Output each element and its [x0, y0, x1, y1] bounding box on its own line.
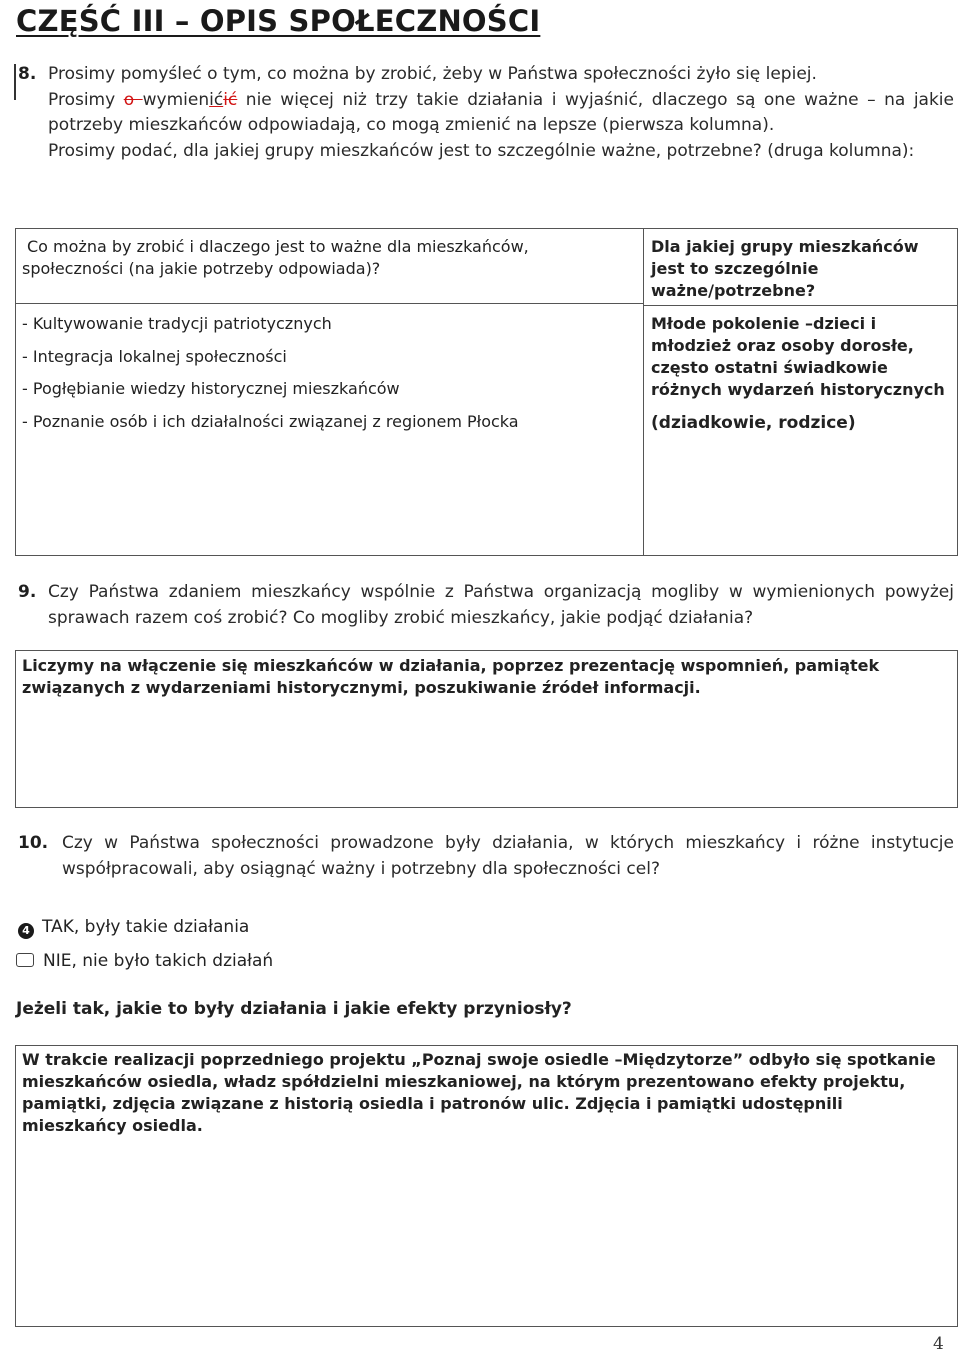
- list-item: - Kultywowanie tradycji patriotycznych: [22, 314, 332, 333]
- table-header-left: [22, 236, 632, 280]
- question-8-text: [48, 62, 954, 164]
- question-8-line2-a: Prosimy: [48, 89, 124, 110]
- question-9-answer: Liczymy na włączenie się mieszkańców w działania, poprzez prezentację wspomnień, pamiątek związanych z wydarzeniami historycznymi, poszukiwanie źródeł informacji.: [22, 656, 880, 697]
- table-row-divider-right: [643, 305, 958, 306]
- list-item: - Integracja lokalnej społeczności: [22, 346, 287, 366]
- strikethrough-ic: ić: [223, 89, 238, 110]
- table-right-group: Młode pokolenie –dzieci i młodzież oraz osoby dorosłe, często ostatni świadkowie różnych wydarzeń historycznych: [651, 314, 945, 399]
- table-column-divider: [643, 228, 644, 556]
- table-right-extra: (dziadkowie, rodzice): [651, 413, 856, 433]
- strikethrough-o: o: [123, 89, 143, 110]
- checkbox-empty-icon: [16, 953, 34, 967]
- question-10-text: Czy w Państwa społeczności prowadzone były działania, w których mieszkańcy i różne instytucje współpracowali, aby osiągnąć ważny i potrzebny dla społeczności cel?: [62, 833, 954, 879]
- question-8-number: 8.: [18, 64, 37, 84]
- option-yes[interactable]: [18, 917, 249, 939]
- option-yes-label: TAK, były takie działania: [42, 917, 250, 937]
- question-8-line1: Prosimy pomyśleć o tym, co można by zrobić, żeby w Państwa społeczności żyło się lepiej.: [48, 64, 817, 84]
- question-8-line3: Prosimy podać, dla jakiej grupy mieszkańców jest to szczególnie ważne, potrzebne? (druga kolumna):: [48, 140, 915, 161]
- question-10-number: 10.: [18, 833, 49, 853]
- revision-bar: [14, 64, 16, 100]
- question-10-followup: Jeżeli tak, jakie to były działania i jakie efekty przyniosły?: [16, 999, 572, 1019]
- table-header-left-text: Co można by zrobić i dlaczego jest to ważne dla mieszkańców, społeczności (na jakie potrzeby odpowiada)?: [22, 237, 529, 278]
- table-row-divider-left: [15, 303, 644, 304]
- table-left-items: [22, 313, 637, 443]
- checked-marker-icon: 4: [18, 923, 34, 939]
- underline-ic: ić: [209, 89, 224, 110]
- question-9-text: Czy Państwa zdaniem mieszkańcy wspólnie z Państwa organizacją mogliby w wymienionych powyżej sprawach razem coś zrobić? Co mogliby zrobić mieszkańcy, jakie podjąć działania?: [48, 582, 954, 628]
- question-10-answer: W trakcie realizacji poprzedniego projektu „Poznaj swoje osiedle –Międzytorze” odbyło się spotkanie mieszkańców osiedla, władz spółdzielni mieszkaniowej, na którym prezentowano efekty projektu, pamiątki, zdjęcia związane z historią osiedla i patronów ulic. Zdjęcia i pamiątki udostępnili mieszkańcy osiedla.: [22, 1050, 936, 1135]
- option-no-label: NIE, nie było takich działań: [43, 951, 274, 971]
- question-8-line2-b: wymien: [142, 89, 210, 110]
- section-title: CZĘŚĆ III – OPIS SPOŁECZNOŚCI: [16, 4, 541, 38]
- question-8-line2-c: nie więcej niż trzy takie działania i wyjaśnić, dlaczego są one ważne – na jakie potrzeby mieszkańców odpowiadają, co mogą zmienić na lepsze (pierwsza kolumna).: [48, 89, 954, 135]
- list-item: - Poznanie osób i ich działalności związanej z regionem Płocka: [22, 411, 519, 431]
- list-item: - Pogłębianie wiedzy historycznej mieszkańców: [22, 379, 400, 398]
- page-number: 4: [933, 1334, 944, 1354]
- option-no[interactable]: [16, 951, 273, 971]
- table-header-right: Dla jakiej grupy mieszkańców jest to szczególnie ważne/potrzebne?: [651, 237, 919, 300]
- question-9-number: 9.: [18, 582, 37, 602]
